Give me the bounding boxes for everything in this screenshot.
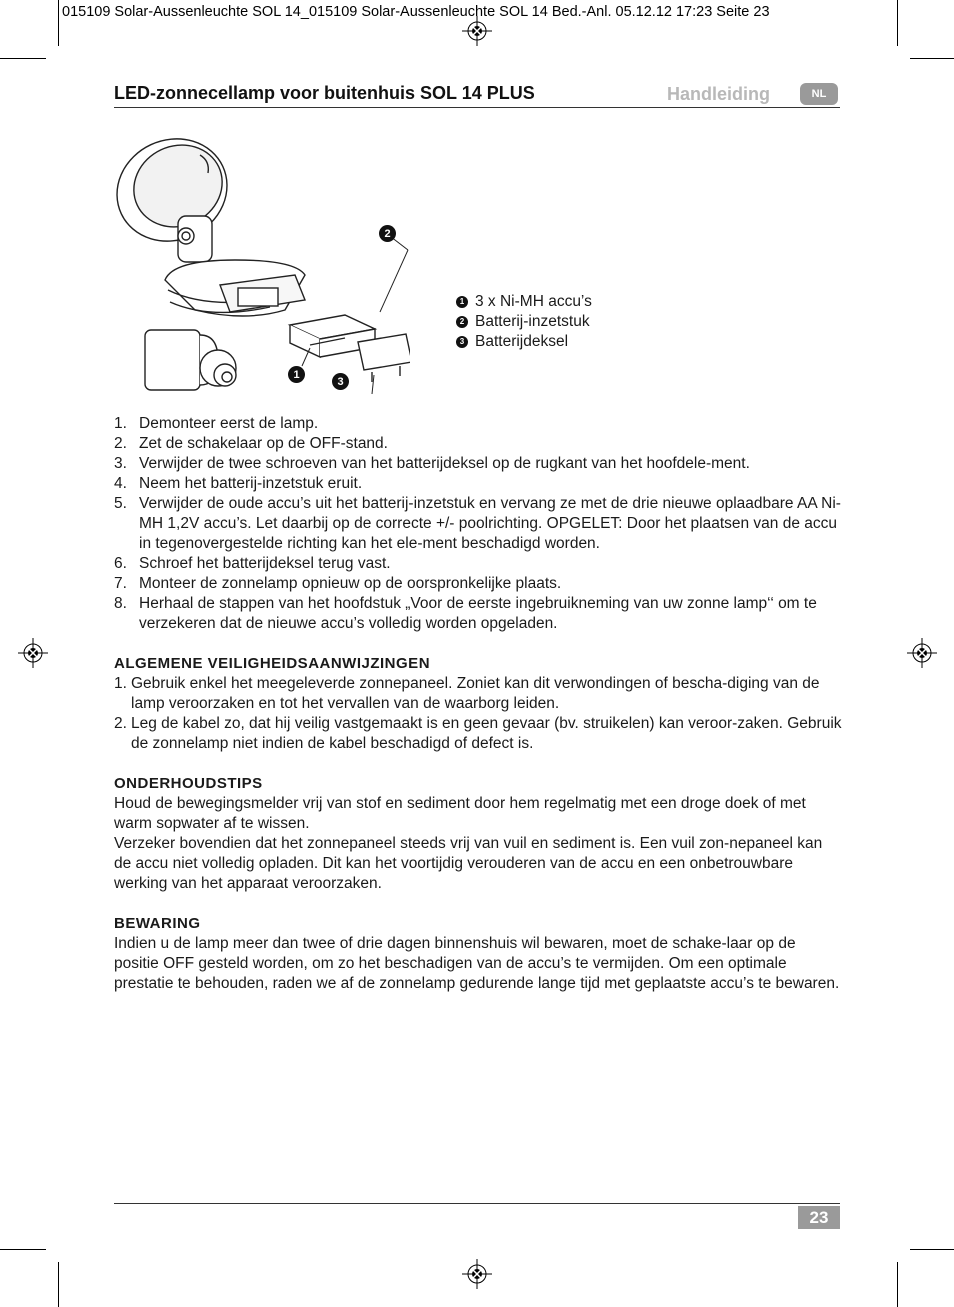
footer-rule — [114, 1203, 840, 1204]
crop-mark — [897, 1262, 898, 1307]
steps-list — [114, 414, 842, 634]
step-number: 5. — [114, 495, 127, 512]
legend-number: 1 — [456, 296, 468, 308]
storage-paragraph: Indien u de lamp meer dan twee of drie dagen binnenshuis wil bewaren, moet de schake-laar op de positie OFF gesteld worden, om zo het beschadigen van de accu’s te vermijden. Om een optimale prestatie te behouden, raden we af de zonnelamp gedurende lange tijd met geplaatste accu’s te bewaren. — [114, 935, 840, 992]
step-text: Verwijder de oude accu’s uit het batterij-inzetstuk en vervang ze met de drie nieuwe oplaadbare AA Ni-MH 1,2V accu’s. Let daarbij op de correcte +/- poolrichting. OPGELET: Door het plaatsen van de accu in tegenovergestelde richting kan het ele-ment beschadigd worden. — [139, 495, 841, 552]
step-text: Monteer de zonnelamp opnieuw op de oorspronkelijke plaats. — [139, 575, 562, 592]
legend-item — [456, 332, 592, 352]
page-title: LED-zonnecellamp voor buitenhuis SOL 14 PLUS — [114, 83, 535, 103]
step-text: Zet de schakelaar op de OFF-stand. — [139, 435, 388, 452]
list-item — [114, 574, 842, 594]
crop-mark — [58, 1262, 59, 1307]
list-item — [114, 434, 842, 454]
maintenance-paragraph: Houd de bewegingsmelder vrij van stof en sediment door hem regelmatig met een droge doek of met warm sopwater af te wissen. — [114, 795, 806, 832]
list-item — [114, 594, 842, 634]
crop-mark — [0, 58, 46, 59]
registration-mark-icon — [18, 638, 48, 668]
step-number: 1. — [114, 415, 127, 432]
section-label: Handleiding — [667, 84, 770, 104]
step-number: 2. — [114, 435, 127, 452]
crop-mark — [897, 0, 898, 46]
step-number: 6. — [114, 555, 127, 572]
step-number: 8. — [114, 595, 127, 612]
legend-label: Batterij-inzetstuk — [475, 313, 590, 330]
callout-badge: 3 — [332, 373, 349, 390]
list-item — [114, 414, 842, 434]
storage-heading: BEWARING — [114, 915, 201, 932]
callout-badge: 1 — [288, 366, 305, 383]
legend-number: 2 — [456, 316, 468, 328]
legend-item — [456, 292, 592, 312]
list-item — [114, 474, 842, 494]
lamp-battery-illustration — [110, 130, 410, 400]
legend-item — [456, 312, 592, 332]
language-code: NL — [811, 88, 827, 100]
registration-mark-icon — [462, 1259, 492, 1289]
maintenance-heading: ONDERHOUDSTIPS — [114, 775, 263, 792]
page-number: 23 — [798, 1206, 840, 1229]
callout-badge: 2 — [379, 225, 396, 242]
step-number: 3. — [114, 455, 127, 472]
list-item — [114, 554, 842, 574]
crop-mark — [0, 1249, 46, 1250]
crop-mark — [910, 1249, 954, 1250]
crop-mark — [910, 58, 954, 59]
crop-mark — [58, 0, 59, 46]
legend-label: Batterijdeksel — [475, 333, 569, 350]
legend-number: 3 — [456, 336, 468, 348]
maintenance-paragraph: Verzeker bovendien dat het zonnepaneel steeds vrij van vuil en sediment is. Een vuil zon-nepaneel kan de accu niet volledig opladen. Dit kan het voortijdig verouderen van de accu en een onbetrouwbare werking van het apparaat veroorzaken. — [114, 835, 823, 892]
registration-mark-icon — [907, 638, 937, 668]
list-item — [114, 674, 842, 714]
safety-list — [114, 674, 842, 754]
header-rule — [114, 107, 840, 108]
item-number: 1. — [114, 675, 127, 692]
step-text: Neem het batterij-inzetstuk eruit. — [139, 475, 363, 492]
legend-label: 3 x Ni-MH accu’s — [475, 293, 592, 310]
list-item — [114, 494, 842, 554]
registration-mark-icon — [462, 16, 492, 46]
figure-legend — [456, 292, 592, 352]
step-text: Verwijder de twee schroeven van het batterijdeksel op de rugkant van het hoofdele-ment. — [139, 455, 750, 472]
step-text: Demonteer eerst de lamp. — [139, 415, 319, 432]
step-number: 4. — [114, 475, 127, 492]
instructions-body — [114, 414, 842, 994]
list-item — [114, 714, 842, 754]
item-number: 2. — [114, 715, 127, 732]
step-text: Herhaal de stappen van het hoofdstuk „Voor de eerste ingebruikneming van uw zonne lamp‘‘ om te verzekeren dat de nieuwe accu’s volledig worden opgeladen. — [139, 595, 817, 632]
item-text: Gebruik enkel het meegeleverde zonnepaneel. Zoniet kan dit verwondingen of bescha-diging van de lamp veroorzaken en tot het vervallen van de waarborg leiden. — [131, 675, 820, 712]
step-text: Schroef het batterijdeksel terug vast. — [139, 555, 391, 572]
language-badge — [800, 83, 838, 105]
step-number: 7. — [114, 575, 127, 592]
list-item — [114, 454, 842, 474]
item-text: Leg de kabel zo, dat hij veilig vastgemaakt is en geen gevaar (bv. struikelen) kan veroor-zaken. Gebruik de zonnelamp niet indien de kabel beschadigd of defect is. — [131, 715, 842, 752]
safety-heading: ALGEMENE VEILIGHEIDSAANWIJZINGEN — [114, 655, 431, 672]
print-header: 015109 Solar-Aussenleuchte SOL 14_015109 Solar-Aussenleuchte SOL 14 Bed.-Anl. 05.12.12 17:23 Seite 23 — [62, 4, 770, 20]
